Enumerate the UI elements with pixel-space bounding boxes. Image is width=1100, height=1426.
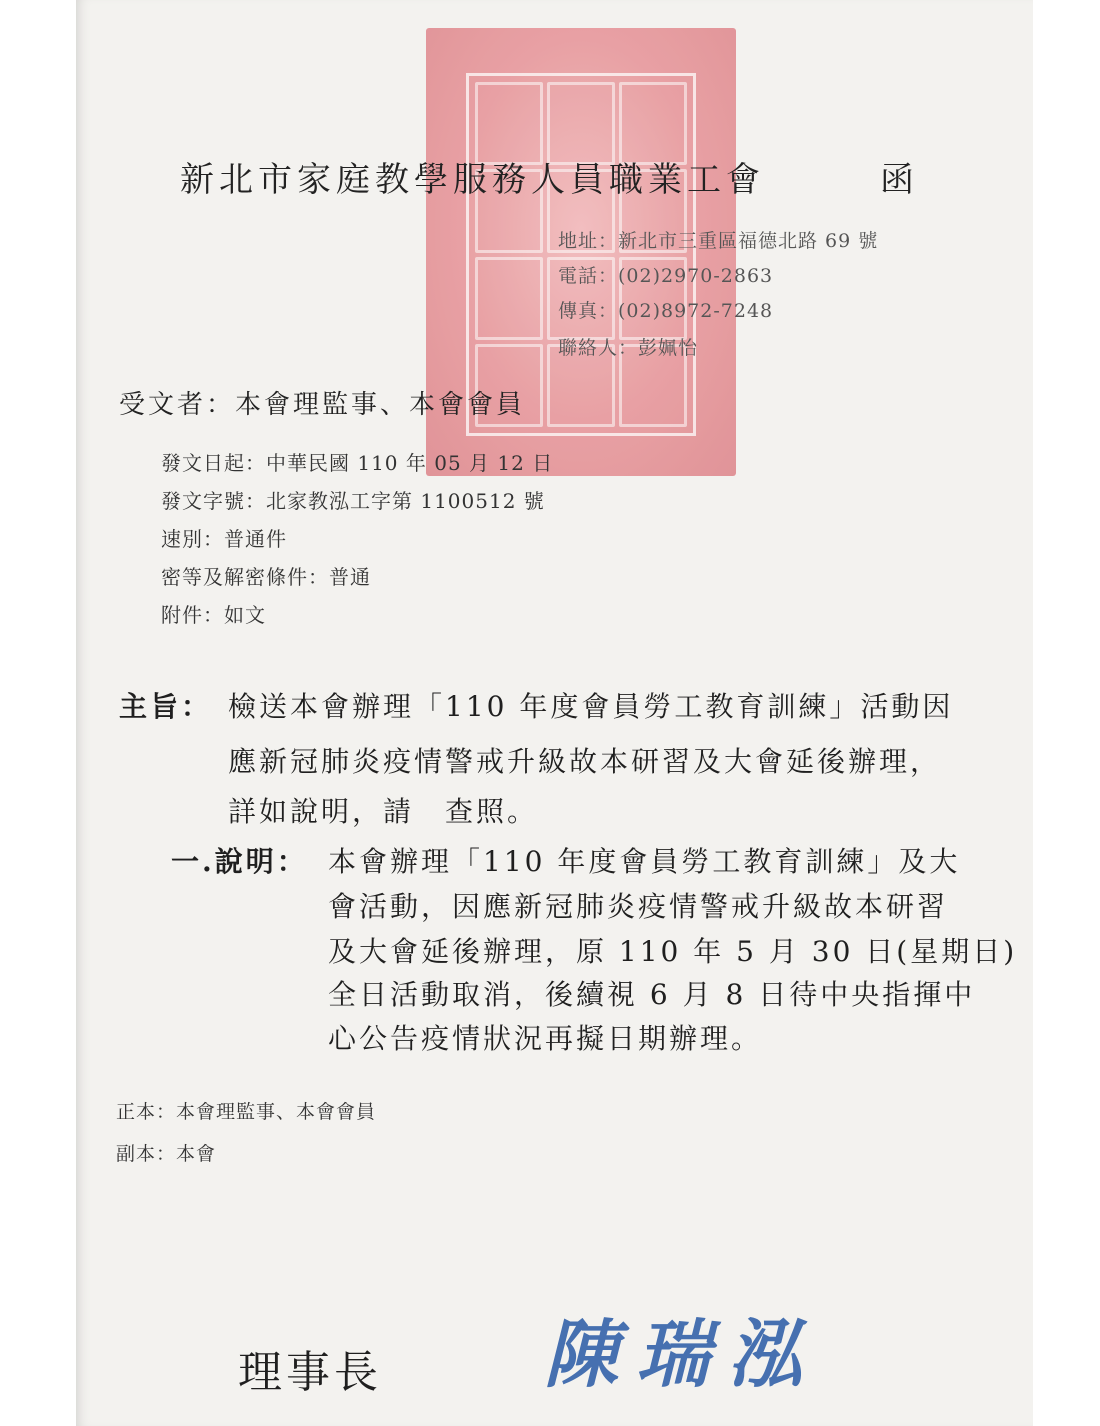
subject-line: 詳如說明，請 查照。 bbox=[228, 795, 539, 828]
subject-label: 主旨： bbox=[119, 690, 213, 723]
seal-glyph bbox=[475, 257, 543, 340]
document-number: 發文字號：北家教泓工字第 1100512 號 bbox=[161, 489, 545, 513]
description-line: 會活動，因應新冠肺炎疫情警戒升級故本研習 bbox=[328, 890, 949, 923]
delivery-speed: 速別：普通件 bbox=[161, 527, 287, 551]
description-label: 一.說明： bbox=[171, 845, 308, 878]
handwritten-signature: 陳瑞泓 bbox=[544, 1312, 820, 1398]
contact-address: 地址：新北市三重區福德北路 69 號 bbox=[558, 230, 879, 252]
description-line: 全日活動取消，後續視 6 月 8 日待中央指揮中 bbox=[328, 978, 976, 1011]
contact-fax: 傳真：(02)8972-7248 bbox=[558, 300, 774, 322]
secrecy-level: 密等及解密條件：普通 bbox=[161, 565, 371, 589]
signatory-title: 理事長 bbox=[238, 1347, 382, 1398]
original-copy-recipients: 正本：本會理監事、本會會員 bbox=[116, 1101, 377, 1123]
attachment-note: 附件：如文 bbox=[161, 603, 266, 627]
document-type: 函 bbox=[880, 160, 914, 200]
description-line: 本會辦理「110 年度會員勞工教育訓練」及大 bbox=[328, 845, 961, 878]
document-title: 新北市家庭教學服務人員職業工會 bbox=[180, 160, 765, 200]
subject-line: 檢送本會辦理「110 年度會員勞工教育訓練」活動因 bbox=[228, 690, 954, 723]
subject-line: 應新冠肺炎疫情警戒升級故本研習及大會延後辦理， bbox=[228, 745, 942, 778]
contact-phone: 電話：(02)2970-2863 bbox=[558, 265, 774, 287]
contact-person: 聯絡人：彭姵怡 bbox=[558, 337, 699, 359]
recipient-line: 受文者：本會理監事、本會會員 bbox=[119, 390, 526, 420]
description-line: 心公告疫情狀況再擬日期辦理。 bbox=[328, 1022, 763, 1055]
issue-date: 發文日起：中華民國 110 年 05 月 12 日 bbox=[161, 451, 554, 475]
duplicate-copy-recipients: 副本：本會 bbox=[116, 1143, 217, 1165]
seal-frame bbox=[466, 73, 699, 436]
description-line: 及大會延後辦理，原 110 年 5 月 30 日(星期日) bbox=[328, 935, 1018, 968]
